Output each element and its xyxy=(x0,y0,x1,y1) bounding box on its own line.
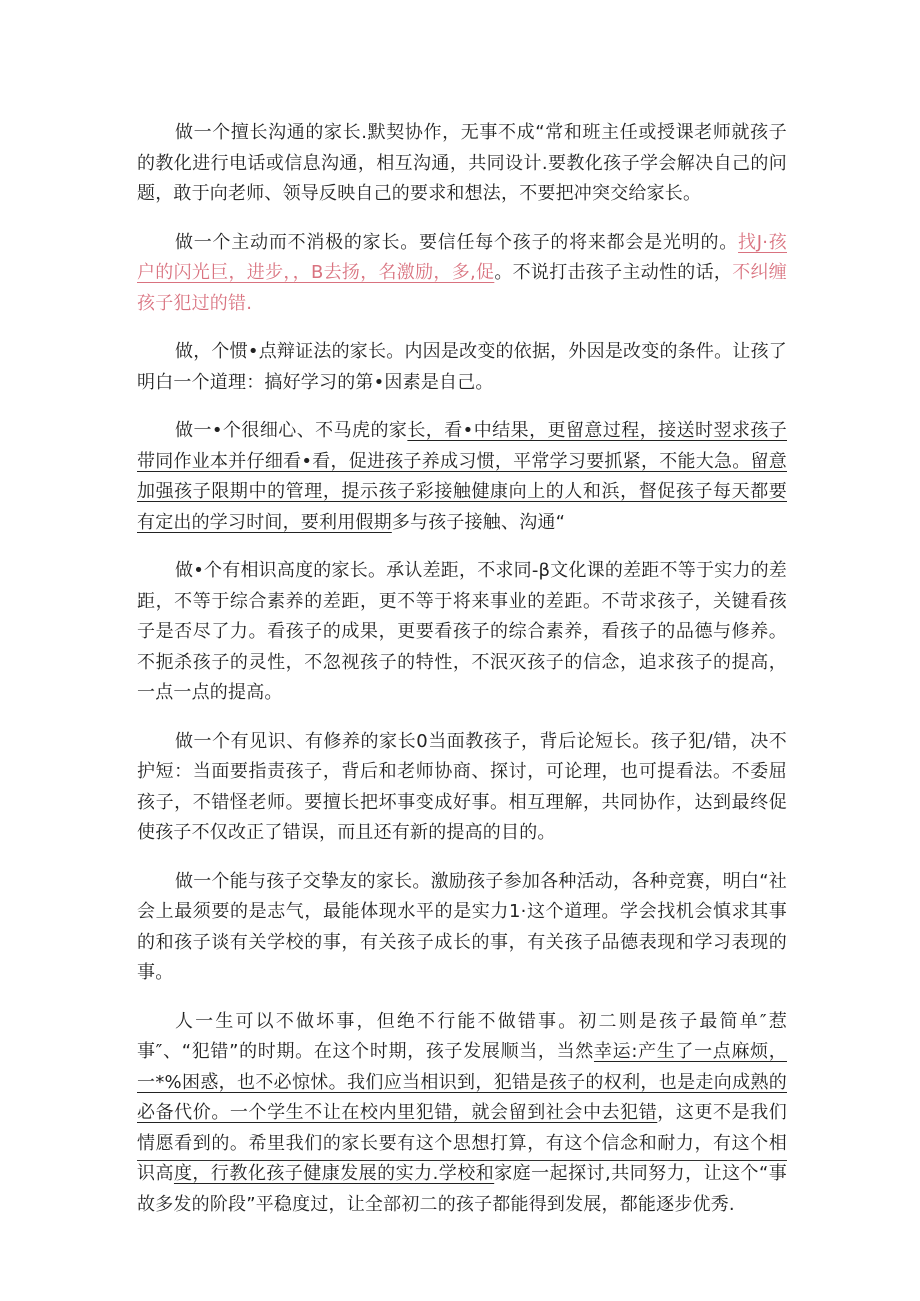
paragraph-friend-parent xyxy=(137,867,787,989)
paragraph-text: 。不说打击孩子主动性的话， xyxy=(494,262,733,283)
paragraph-text: 多与孩子接触、沟通“ xyxy=(391,511,566,533)
paragraph-careful-parent xyxy=(137,416,787,538)
paragraph-text: 做一个擅长沟通的家长.默契协作，无事不成“常和班主任或授课老师就孩子的教化进行电话或信息沟通，相互沟通，共同设计.要教化孩子学会解决自己的问题，敢于向老师、领导反映自己的要求和想法，不要把冲突交给家长。 xyxy=(137,122,787,204)
paragraph-positive-parent xyxy=(137,228,787,320)
paragraph-text: 做•个有相识高度的家长。承认差距，不求同-β文化课的差距不等于实力的差距，不等于综合素养的差距，更不等于将来事业的差距。不苛求孩子，关键看孩子是否尽了力。看孩子的成果，更要看孩子的综合素养，看孩子的品德与修养。不扼杀孩子的灵性，不忽视孩子的特性，不泯灭孩子的信念，追求孩子的提高，一点一点的提高。 xyxy=(137,560,787,703)
paragraph-text: 做，个惯•点辩证法的家长。内因是改变的依据，外因是改变的条件。让孩了明白一个道理：搞好学习的第•因素是自己。 xyxy=(137,341,787,393)
bottom-divider xyxy=(137,1160,787,1161)
paragraph-communication xyxy=(137,118,787,210)
paragraph-text: 做一个主动而不消极的家长。要信任每个孩子的将来都会是光明的。 xyxy=(175,231,739,253)
paragraph-text: 人一生可以不做坏事，但绝不行能不做错事。初二则是孩子最简单″惹事″、“犯错”的时期。在这个时期，孩子发展顺当，当然 xyxy=(137,1010,787,1062)
paragraph-dialectics xyxy=(137,337,787,398)
underlined-text: 长，看•中结果，更留意过程，接送时翌求孩子带同作业本并仔细看•看，促进孩子养成习惯，平常学习要抓紧，不能大急。留意加强孩子限期中的管理，提示孩子彩接触健康向上的人和浜，督促孩子每天都要有定出的学习时间，要利用假期 xyxy=(137,420,787,533)
highlighted-text: 不纠缠孩子犯过的错. xyxy=(137,262,787,314)
paragraph-mistakes xyxy=(137,1007,787,1221)
paragraph-text: 家庭一起探讨,共同努力，让这个“事故多发的阶段”平稳度过，让全部初二的孩子都能得到发展，都能逐步优秀. xyxy=(137,1163,787,1215)
paragraph-text: 做一•个很细心、不马虎的家 xyxy=(175,420,408,441)
paragraph-text: ，这更不是我们情愿看到的。希里我们的家长要有这个思想打算，有这个信念和耐力，有这个相识高 xyxy=(137,1102,787,1184)
document-body xyxy=(137,118,787,1238)
paragraph-text: 做一个能与孩子交挚友的家长。激励孩子参加各种活动，各种竞赛，明白“社会上最须要的是志气，最能体现水平的是实力1·这个道理。学会找机会慎求其事的和孩子谈有关学校的事，有关孩子成长的事，有关孩子品德表现和学习表现的事。 xyxy=(137,870,787,983)
underlined-text: 度，行教化孩子健康发展的实力.学校和 xyxy=(173,1163,495,1184)
paragraph-text: 做一个有见识、有修养的家长0当面教孩子，背后论短长。孩子犯/错，决不护短：当面要指责孩子，背后和老师协商、探讨，可论理，也可提看法。不委屈孩子，不错怪老师。要擅长把坏事变成好事。相互理解，共同协作，达到最终促使孩子不仅改正了错误，而且还有新的提高的目的。 xyxy=(137,730,787,843)
paragraph-awareness xyxy=(137,556,787,709)
highlighted-text: 找J·孩户的闪光巨，进步，，B去扬，名激励，多,促 xyxy=(137,231,787,283)
paragraph-cultivated-parent xyxy=(137,727,787,849)
underlined-text: 幸运:产生了一点麻烦，一*%困惑，也不必惊怵。我们应当相识到，犯错是孩子的权利，也是走向成熟的必备代价。一个学生不让在校内里犯错，就会留到社会中去犯错 xyxy=(137,1041,787,1123)
